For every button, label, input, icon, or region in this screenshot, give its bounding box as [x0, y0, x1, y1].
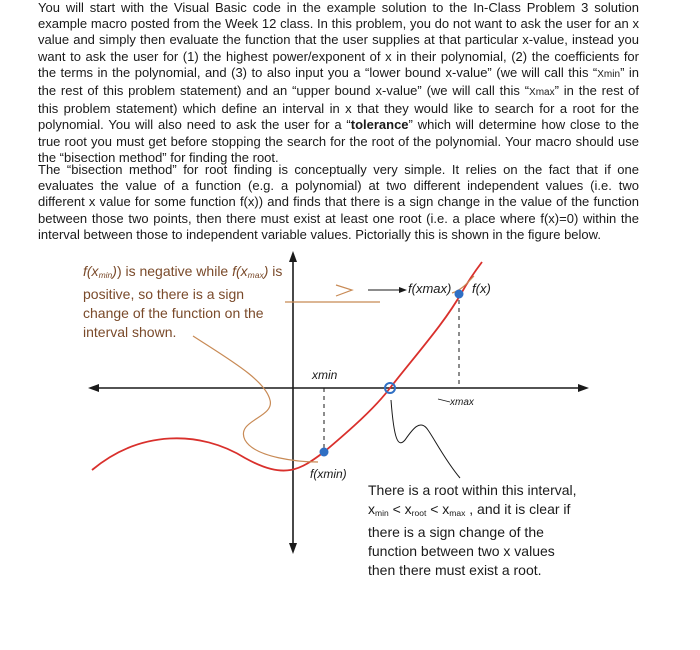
fxmin-label: f(xmin) [310, 467, 347, 481]
root-pointer [391, 400, 460, 478]
y-axis-arrow-down [289, 543, 297, 554]
note-line-2: $x_{min} < x_{root} < x_{max}$ , and it is clear if [368, 501, 571, 518]
xmin-term: Xmin [597, 68, 621, 80]
intro-paragraph: You will start with the Visual Basic code in the example solution to the In-Class Problem 3 solution example macro posted from the Week 12 class. In this problem, you do not want to ask the user for an x value and simply then evaluate the function that the user supplies at that particular x-value, instead you want to ask the user for (1) the highest power/exponent of x in their polynomial, (2) the coefficients for the terms in the polynomial, and (3) to also input you a “lower bound x-value” (we will call this “Xmin” in the rest of this problem statement) and an “upper bound x-value” (we will call this “Xmax” in the rest of this problem statement) which define an interval in x that they would like to search for a root for the polynomial. You will also need to ask the user for a “tolerance” which will determine how close to the true root you must get before stopping the search for the root of the polynomial. Your macro should use the “bisection method” for finding the root. [38, 0, 639, 165]
annotation-line-upper [285, 285, 380, 302]
sign-change-note: $f(x_{min})$) is negative while $f(x_{max})$ is positive, so there is a sign change of the function on the interval shown. [83, 263, 283, 340]
tolerance-term: tolerance [350, 117, 409, 133]
xmin-axis-label: xmin [312, 368, 338, 382]
xmax-term: Xmax [529, 87, 555, 99]
bisection-paragraph: The “bisection method” for root finding is conceptually very simple. It relies on the fact that if one evaluates the value of a function (e.g. a polynomial) at two different independent values (i.e. two different x value for some function f(x)) and finds that there is a sign change in the value of the function between those two points, then there must exist at least one root (i.e. a place where f(x)=0) within the interval between those to independent variable values. Pictorially this is shown in the figure below. [38, 162, 639, 242]
note-line-4: function between two x values [368, 543, 555, 559]
note-line-5: then there must exist a root. [368, 562, 542, 578]
note-line-1: There is a root within this interval, [368, 482, 577, 498]
x-axis-arrow-right [578, 384, 589, 392]
fx-label: f(x) [472, 281, 491, 296]
point-fxmax [455, 290, 464, 299]
root-interval-note [368, 481, 608, 580]
y-axis-arrow-up [289, 251, 297, 262]
point-fxmin [320, 448, 329, 457]
annotation-fxmax-arrowhead [399, 287, 407, 293]
fxmax-label: f(xmax) [408, 281, 452, 296]
note-line-3: there is a sign change of the [368, 524, 544, 540]
xmax-label-pointer [438, 399, 450, 402]
xmax-axis-label: xmax [450, 397, 474, 408]
x-axis-arrow-left [88, 384, 99, 392]
